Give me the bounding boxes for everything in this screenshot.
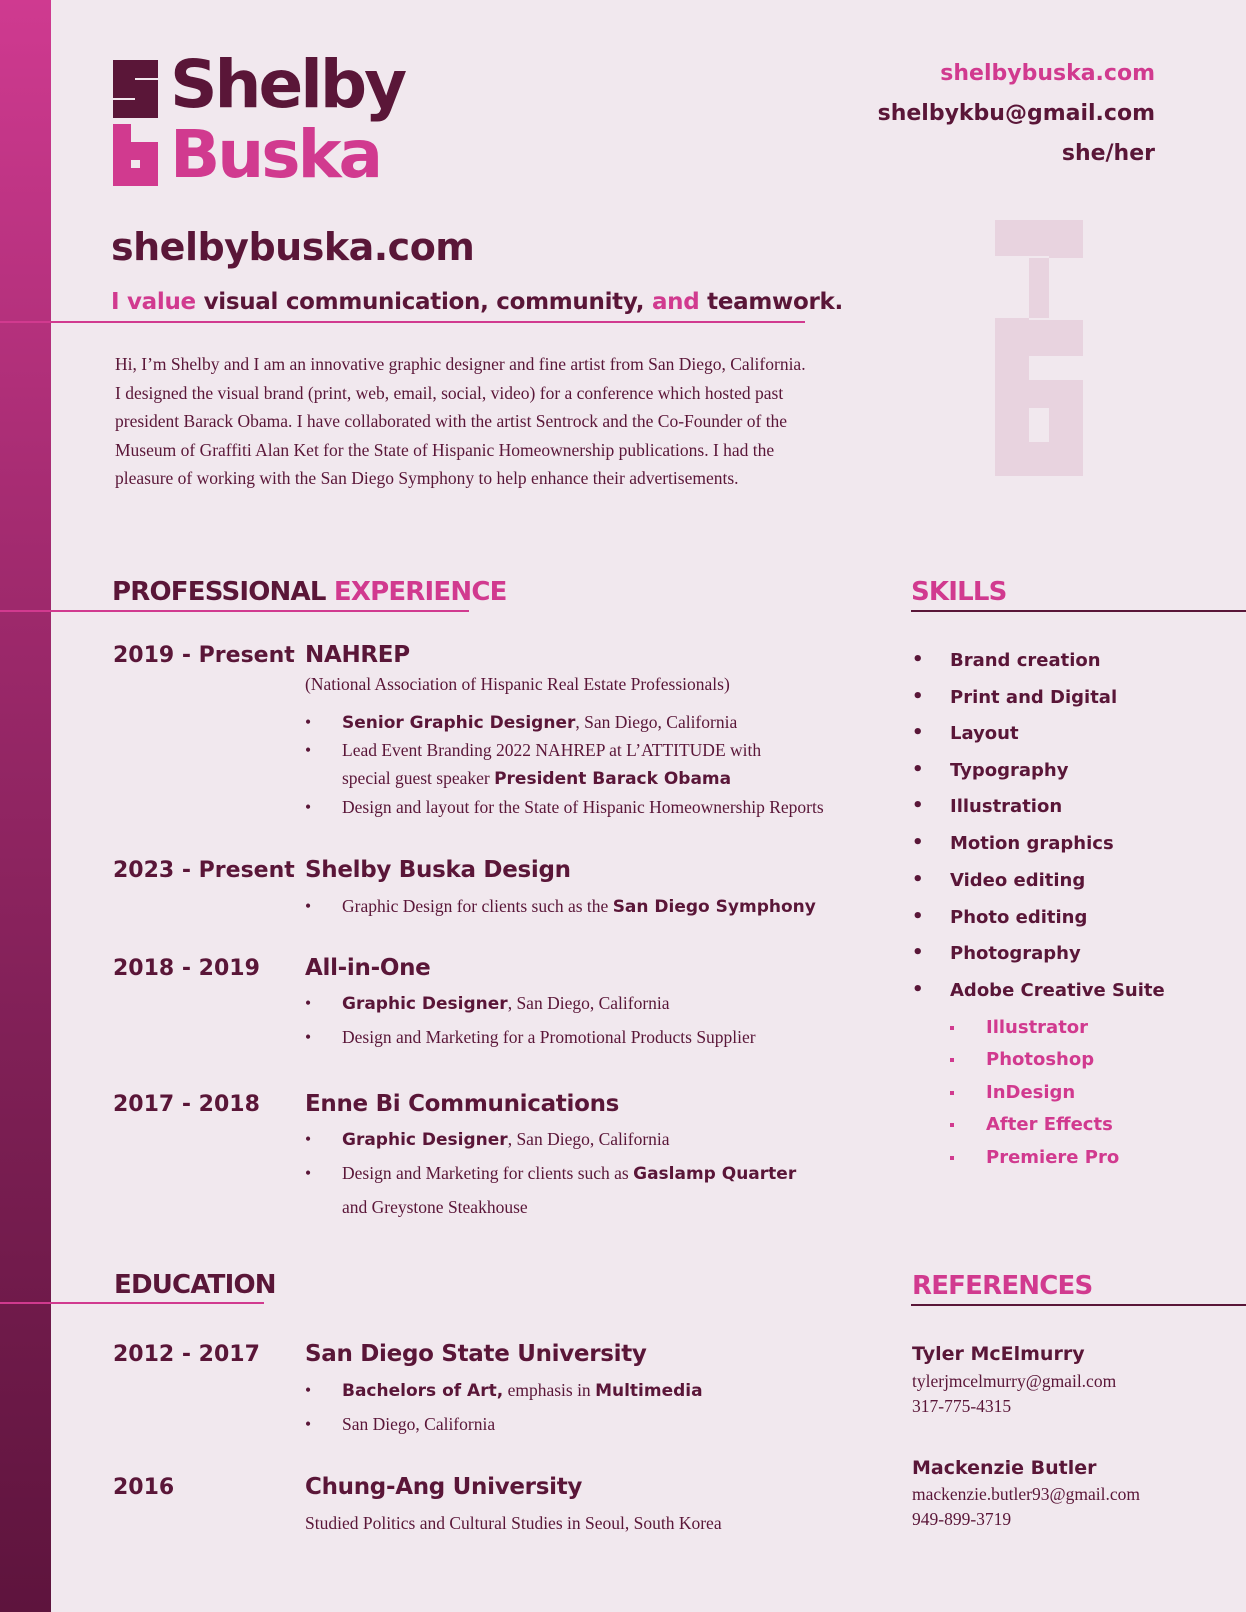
sidebar-accent-bar — [0, 0, 51, 1612]
skills-heading: SKILLS — [911, 577, 1007, 607]
school-dates: 2012 - 2017 — [113, 1342, 260, 1367]
contact-pronouns: she/her — [1061, 141, 1155, 166]
watermark-monogram-icon — [995, 220, 1083, 476]
logo-monogram-icon — [113, 60, 158, 186]
experience-heading-part: PROFESSIONAL — [112, 577, 326, 607]
job-org-subtitle: (National Association of Hispanic Real Estate Professionals) — [305, 674, 730, 694]
education-heading: EDUCATION — [114, 1270, 276, 1300]
school-name: Chung-Ang University — [305, 1474, 583, 1500]
logo-last-name: Buska — [170, 116, 381, 193]
tagline — [111, 291, 843, 314]
tagline-part: and — [651, 289, 700, 315]
references-heading: REFERENCES — [912, 1271, 1093, 1301]
job-dates: 2017 - 2018 — [113, 1092, 260, 1117]
school-dates: 2016 — [113, 1475, 175, 1500]
reference-email-link[interactable]: tylerjmcelmurry@gmail.com — [912, 1371, 1117, 1391]
school-note: Studied Politics and Cultural Studies in Seoul, South Korea — [305, 1513, 722, 1533]
contact-email-link[interactable]: shelbykbu@gmail.com — [877, 101, 1155, 126]
job-org: Enne Bi Communications — [305, 1091, 620, 1117]
experience-heading-part: EXPERIENCE — [333, 577, 507, 607]
job-dates: 2019 - Present — [113, 643, 295, 668]
reference-name: Tyler McElmurry — [912, 1343, 1085, 1365]
references-divider — [911, 1304, 1246, 1306]
job-dates: 2023 - Present — [113, 858, 295, 883]
job-org: All-in-One — [305, 955, 431, 981]
education-divider — [0, 1302, 264, 1304]
tagline-divider — [0, 321, 805, 323]
experience-heading — [112, 579, 507, 605]
school-name: San Diego State University — [305, 1341, 647, 1367]
contact-website-link[interactable]: shelbybuska.com — [940, 61, 1155, 86]
experience-divider — [0, 610, 469, 612]
intro-paragraph: Hi, I’m Shelby and I am an innovative graphic designer and fine artist from San Diego, California. I designed the visual brand (print, web, email, social, video) for a conference which hosted past president Barack Obama. I have collaborated with the artist Sentrock and the Co-Founder of the Museum of Graffiti Alan Ket for the State of Hispanic Homeownership publications. I had the pleasure of working with the San Diego Symphony to help enhance their advertisements. — [115, 354, 806, 489]
job-org: Shelby Buska Design — [305, 857, 571, 883]
tagline-part: visual communication, community, — [203, 289, 645, 315]
job-org: NAHREP — [305, 642, 410, 668]
tagline-part: teamwork. — [707, 289, 843, 315]
reference-phone: 949-899-3719 — [912, 1509, 1012, 1529]
job-dates: 2018 - 2019 — [113, 956, 260, 981]
headline-site: shelbybuska.com — [111, 225, 475, 269]
logo-first-name: Shelby — [170, 46, 405, 123]
reference-name: Mackenzie Butler — [912, 1457, 1097, 1479]
skills-divider — [911, 610, 1246, 612]
tagline-part: I value — [111, 289, 196, 315]
reference-phone: 317-775-4315 — [912, 1396, 1012, 1416]
reference-email-link[interactable]: mackenzie.butler93@gmail.com — [912, 1484, 1140, 1504]
